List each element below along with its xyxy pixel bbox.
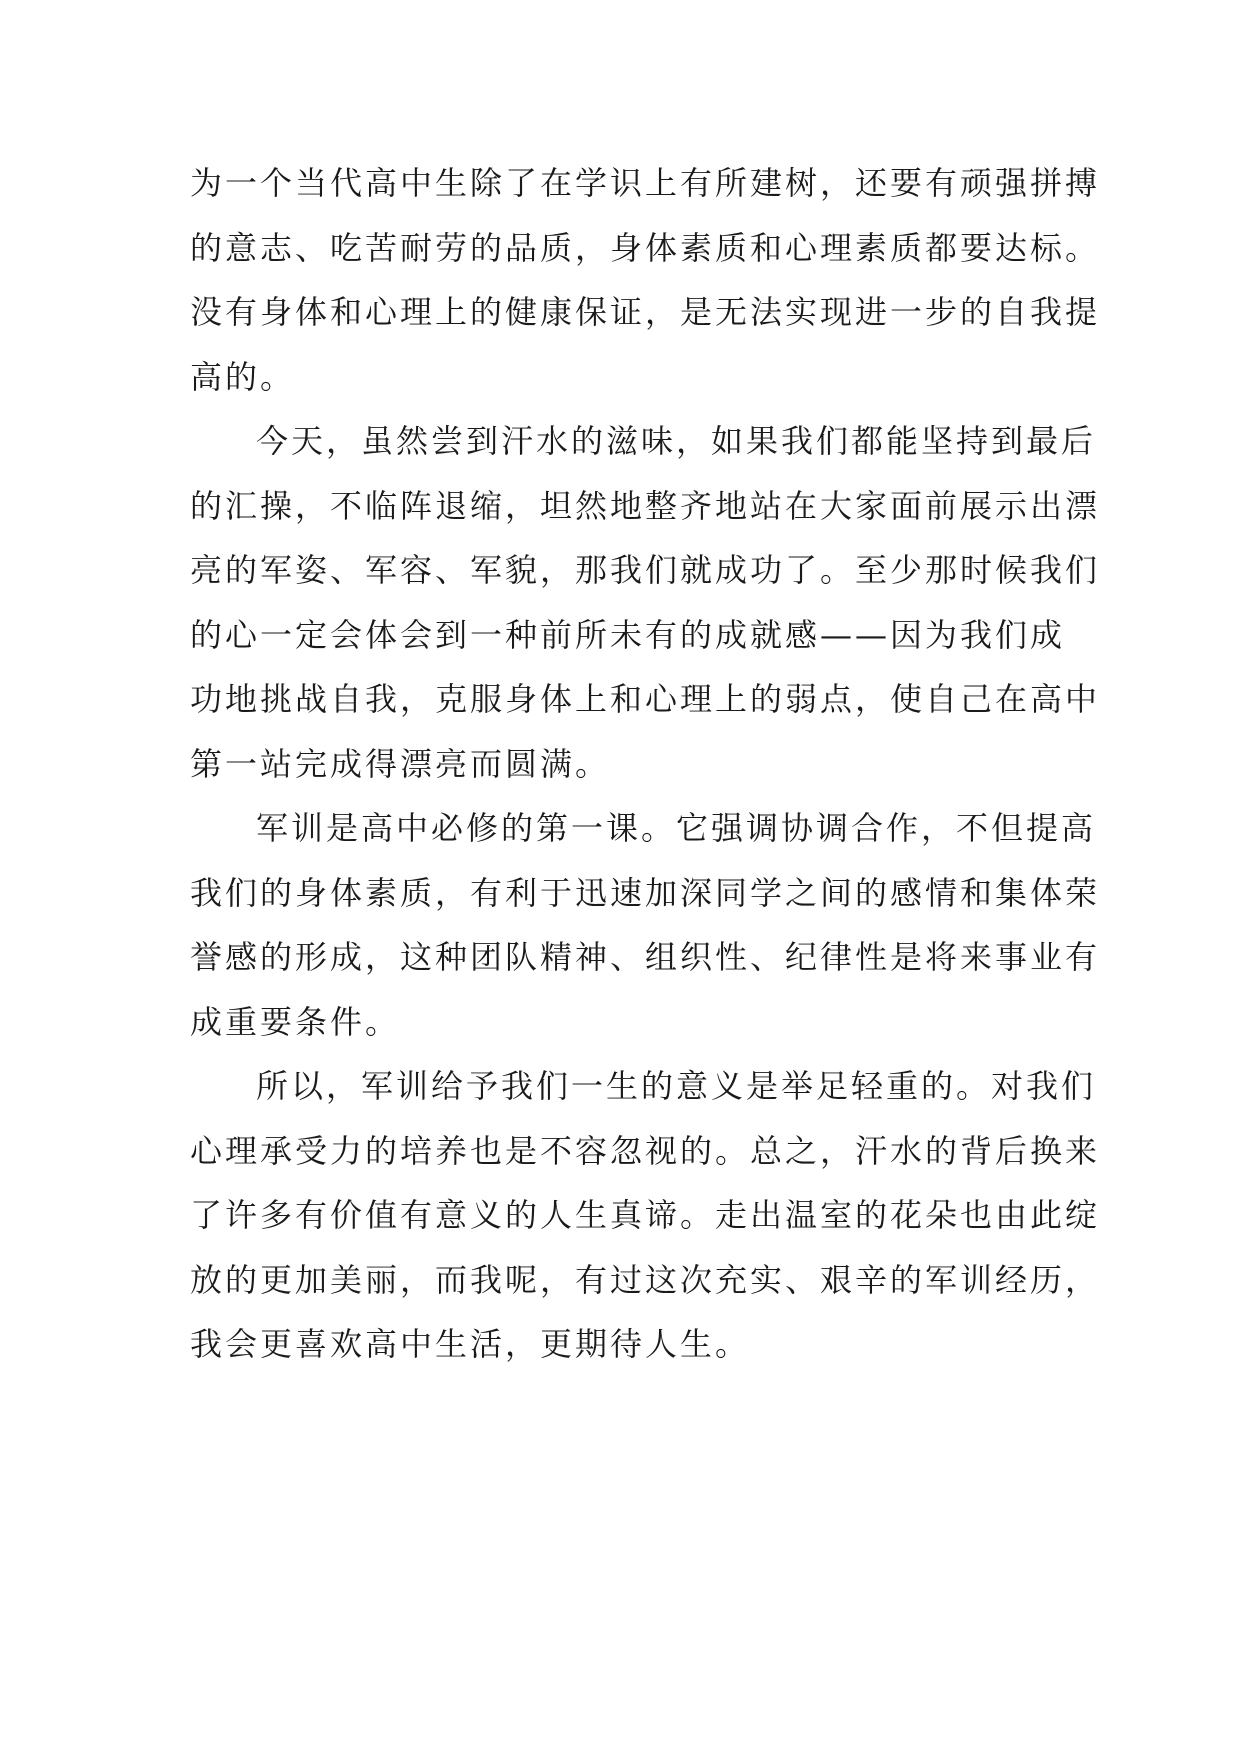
text-line: 今天，虽然尝到汗水的滋味，如果我们都能坚持到最后 <box>256 422 1097 460</box>
text-line: 心理承受力的培养也是不容忽视的。总之，汗水的背后换来 <box>190 1131 1101 1170</box>
text-line: 功地挑战自我，克服身体上和心理上的弱点，使自己在高中 <box>190 680 1101 718</box>
text-line: 没有身体和心理上的健康保证，是无法实现进一步的自我提 <box>190 293 1101 331</box>
text-line: 我会更喜欢高中生活，更期待人生。 <box>190 1325 751 1363</box>
text-line: 为一个当代高中生除了在学识上有所建树，还要有顽强拼搏 <box>190 164 1101 202</box>
text-line: 我们的身体素质，有利于迅速加深同学之间的感情和集体荣 <box>190 873 1101 912</box>
text-line: 第一站完成得漂亮而圆满。 <box>190 744 611 783</box>
text-line: 放的更加美丽，而我呢，有过这次充实、艰辛的军训经历， <box>190 1260 1101 1299</box>
text-line: 的意志、吃苦耐劳的品质，身体素质和心理素质都要达标。 <box>190 228 1101 267</box>
text-line: 了许多有价值有意义的人生真谛。走出温室的花朵也由此绽 <box>190 1196 1101 1234</box>
paragraph-3 <box>190 808 1101 1066</box>
text-line: 高的。 <box>190 357 296 396</box>
text-line: 所以，军训给予我们一生的意义是举足轻重的。对我们 <box>256 1067 1097 1105</box>
paragraph-1 <box>190 163 1101 421</box>
text-line: 誉感的形成，这种团队精神、组织性、纪律性是将来事业有 <box>190 938 1101 976</box>
paragraph-4 <box>190 1066 1101 1389</box>
text-line: 军训是高中必修的第一课。它强调协调合作，不但提高 <box>256 809 1097 847</box>
text-line: 的汇操，不临阵退缩，坦然地整齐地站在大家面前展示出漂 <box>190 486 1101 525</box>
text-line: 成重要条件。 <box>190 1002 401 1041</box>
document-body <box>190 163 1101 1389</box>
paragraph-2 <box>190 421 1101 808</box>
text-line: 的心一定会体会到一种前所未有的成就感——因为我们成 <box>190 615 1066 654</box>
text-line: 亮的军姿、军容、军貌，那我们就成功了。至少那时候我们 <box>190 551 1101 589</box>
